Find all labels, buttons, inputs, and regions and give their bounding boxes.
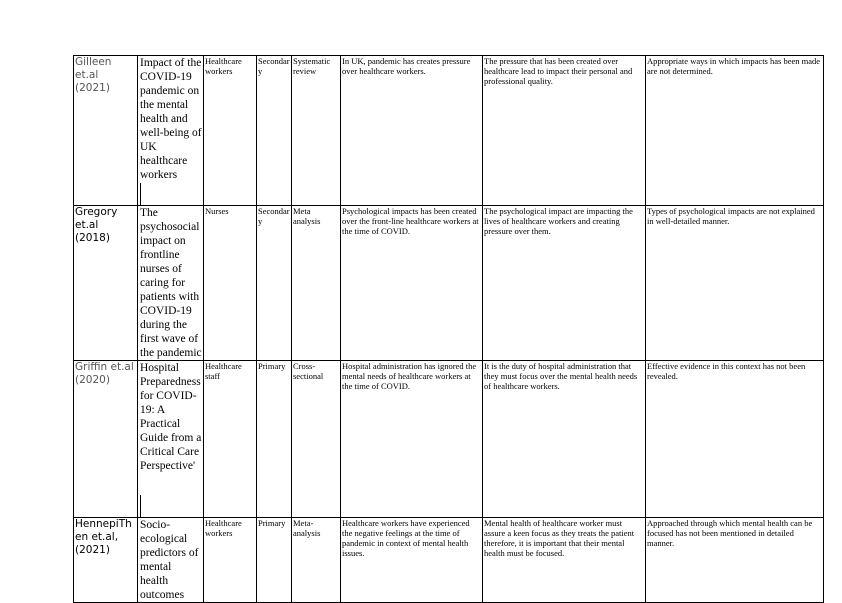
implications-cell: Mental health of healthcare worker must assure a keen focus as they treats the patient therefore, it is important that their mental health must be focused. <box>483 518 646 603</box>
table-row <box>74 206 824 361</box>
design-cell: Meta-analysis <box>292 518 341 603</box>
text-cursor <box>140 183 141 205</box>
author-name: HennepiThen et.al, <box>75 518 132 543</box>
gaps-cell: Effective evidence in this context has not been revealed. <box>646 361 824 518</box>
author-cell: Griffin et.al (2020) <box>74 361 138 518</box>
implications-cell: The psychological impact are impacting the lives of healthcare workers and creating pressure over them. <box>483 206 646 361</box>
data-type-cell: Secondary <box>257 206 292 361</box>
table-row <box>74 361 824 518</box>
author-cell: Gilleen et.al (2021) <box>74 56 138 206</box>
author-cell <box>74 518 138 603</box>
author-cell: Gregory et.al (2018) <box>74 206 138 361</box>
data-type-cell: Primary <box>257 361 292 518</box>
findings-cell: In UK, pandemic has creates pressure over healthcare workers. <box>341 56 483 206</box>
author-year: (2021) <box>75 544 110 556</box>
participants-cell: Healthcare staff <box>204 361 257 518</box>
participants-cell: Healthcare workers <box>204 56 257 206</box>
title-text: Hospital Preparedness for COVID-19: A Practical Guide from a Critical Care Perspective' <box>140 362 202 472</box>
design-cell: Cross-sectional <box>292 361 341 518</box>
title-cell: The psychosocial impact on frontline nurses of caring for patients with COVID-19 during the first wave of the pandemic <box>138 206 204 361</box>
text-cursor <box>140 495 141 517</box>
title-text: Impact of the COVID-19 pandemic on the mental health and well-being of UK healthcare workers <box>140 57 202 181</box>
design-cell: Meta analysis <box>292 206 341 361</box>
data-type-cell: Primary <box>257 518 292 603</box>
findings-cell: Psychological impacts has been created over the front-line healthcare workers at the time of COVID. <box>341 206 483 361</box>
findings-cell: Healthcare workers have experienced the negative feelings at the time of pandemic in context of mental health issues. <box>341 518 483 603</box>
literature-review-table <box>73 55 824 603</box>
design-cell: Systematic review <box>292 56 341 206</box>
gaps-cell: Types of psychological impacts are not explained in well-detailed manner. <box>646 206 824 361</box>
title-cell <box>138 361 204 518</box>
implications-cell: It is the duty of hospital administration that they must focus over the mental health needs of healthcare workers. <box>483 361 646 518</box>
table-row <box>74 518 824 603</box>
table-row <box>74 56 824 206</box>
participants-cell: Healthcare workers <box>204 518 257 603</box>
gaps-cell: Appropriate ways in which impacts has been made are not determined. <box>646 56 824 206</box>
implications-cell: The pressure that has been created over healthcare lead to impact their personal and professional quality. <box>483 56 646 206</box>
data-type-cell: Secondary <box>257 56 292 206</box>
participants-cell: Nurses <box>204 206 257 361</box>
findings-cell: Hospital administration has ignored the mental needs of healthcare workers at the time of COVID. <box>341 361 483 518</box>
gaps-cell: Approached through which mental health can be focused has not been mentioned in detailed manner. <box>646 518 824 603</box>
title-cell <box>138 56 204 206</box>
title-cell: Socio-ecological predictors of mental health outcomes <box>138 518 204 603</box>
